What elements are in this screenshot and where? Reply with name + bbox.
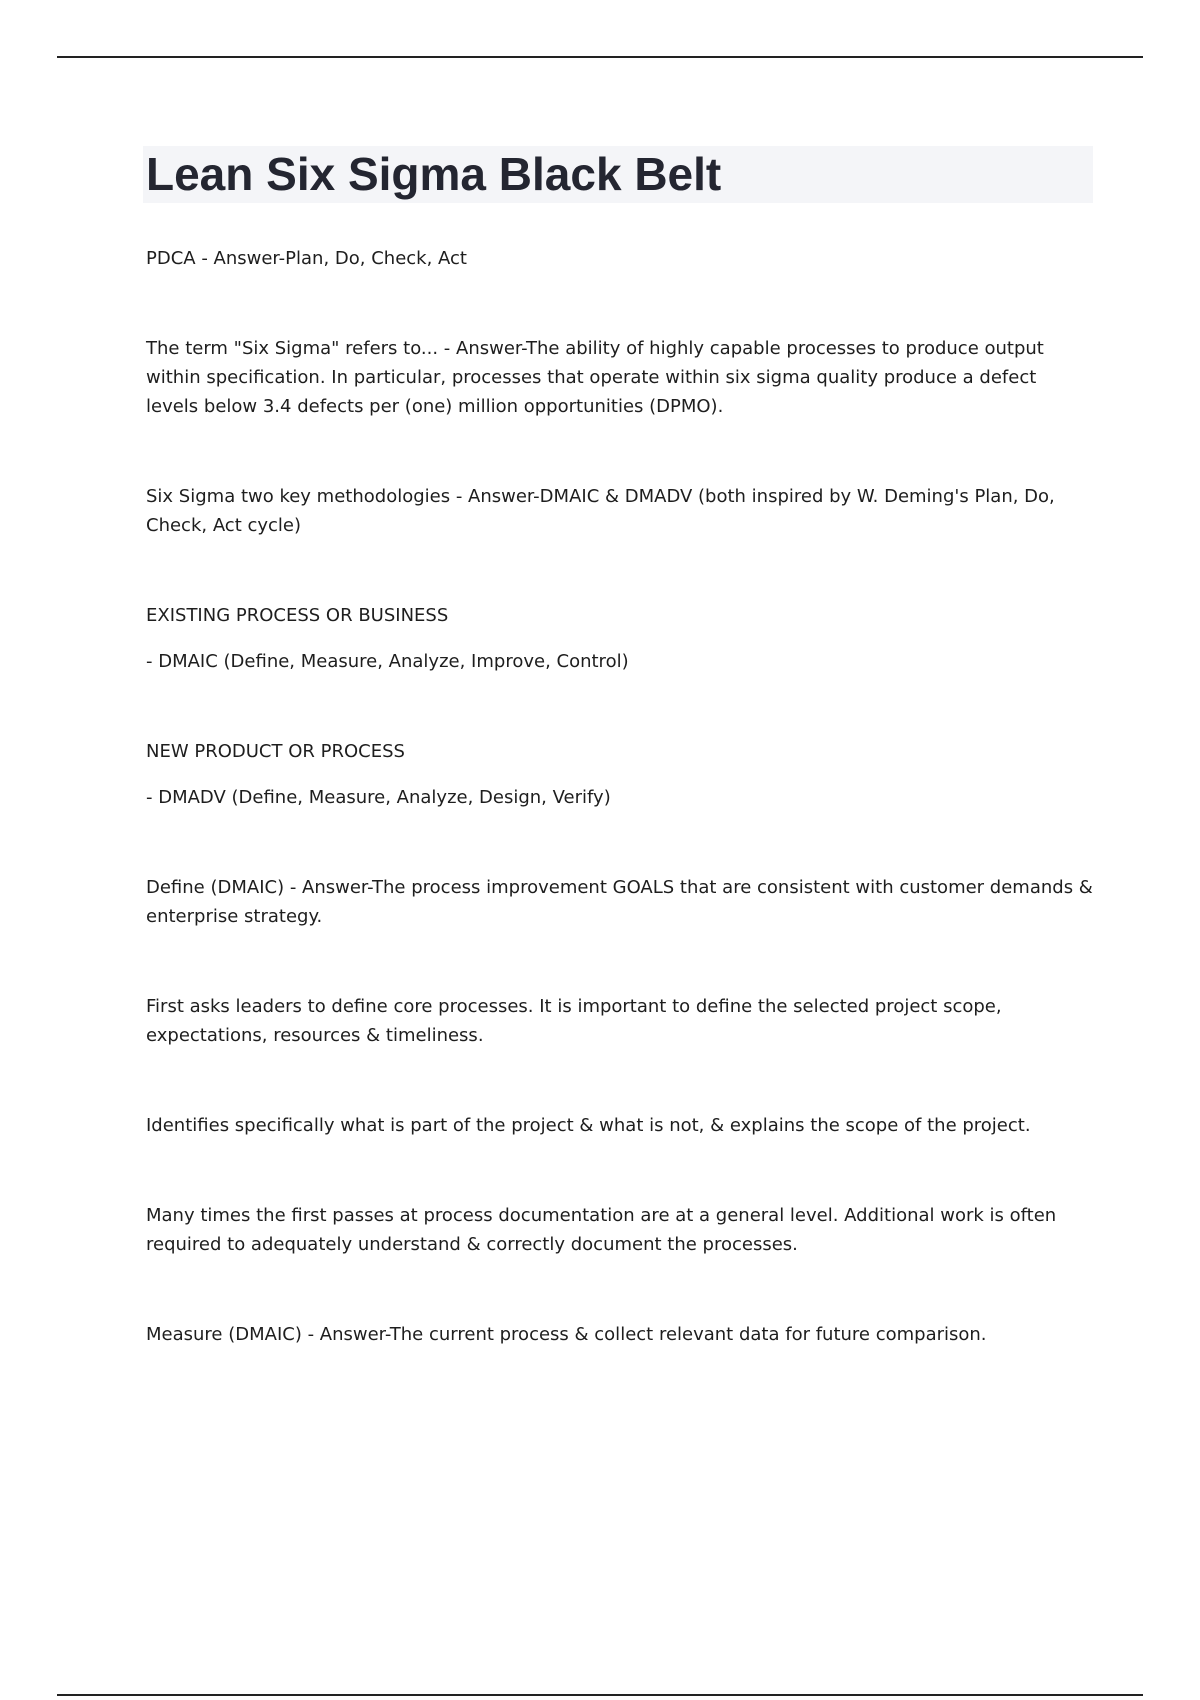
paragraph-six-sigma-term: The term "Six Sigma" refers to... - Answer-The ability of highly capable processes to produce output within specification. In particular, processes that operate within six sigma quality produce a defect levels below 3.4 defects per (one) million opportunities (DPMO). (146, 338, 1044, 417)
paragraph-methodologies: Six Sigma two key methodologies - Answer-DMAIC & DMADV (both inspired by W. Deming's Plan, Do, Check, Act cycle) (146, 486, 1055, 536)
paragraph-process-documentation: Many times the first passes at process documentation are at a general level. Additional work is often required to adequately understand & correctly document the processes. (146, 1205, 1057, 1255)
paragraph-define-core-processes: First asks leaders to define core processes. It is important to define the selected project scope, expectations, resources & timeliness. (146, 996, 1002, 1046)
paragraph-new-product-heading: NEW PRODUCT OR PROCESS (146, 741, 405, 762)
paragraph-dmadv: - DMADV (Define, Measure, Analyze, Design, Verify) (146, 787, 611, 808)
paragraph-define-dmaic: Define (DMAIC) - Answer-The process improvement GOALS that are consistent with customer demands & enterprise strategy. (146, 877, 1093, 927)
document-title: Lean Six Sigma Black Belt (146, 148, 722, 200)
paragraph-dmaic: - DMAIC (Define, Measure, Analyze, Improve, Control) (146, 651, 629, 672)
document-body (146, 244, 1094, 1349)
top-rule (57, 56, 1143, 58)
paragraph-project-scope: Identifies specifically what is part of the project & what is not, & explains the scope of the project. (146, 1115, 1031, 1136)
paragraph-existing-process-heading: EXISTING PROCESS OR BUSINESS (146, 605, 449, 626)
bottom-rule (57, 1694, 1143, 1696)
paragraph-pdca: PDCA - Answer-Plan, Do, Check, Act (146, 248, 467, 269)
paragraph-measure-dmaic: Measure (DMAIC) - Answer-The current process & collect relevant data for future comparison. (146, 1324, 987, 1345)
